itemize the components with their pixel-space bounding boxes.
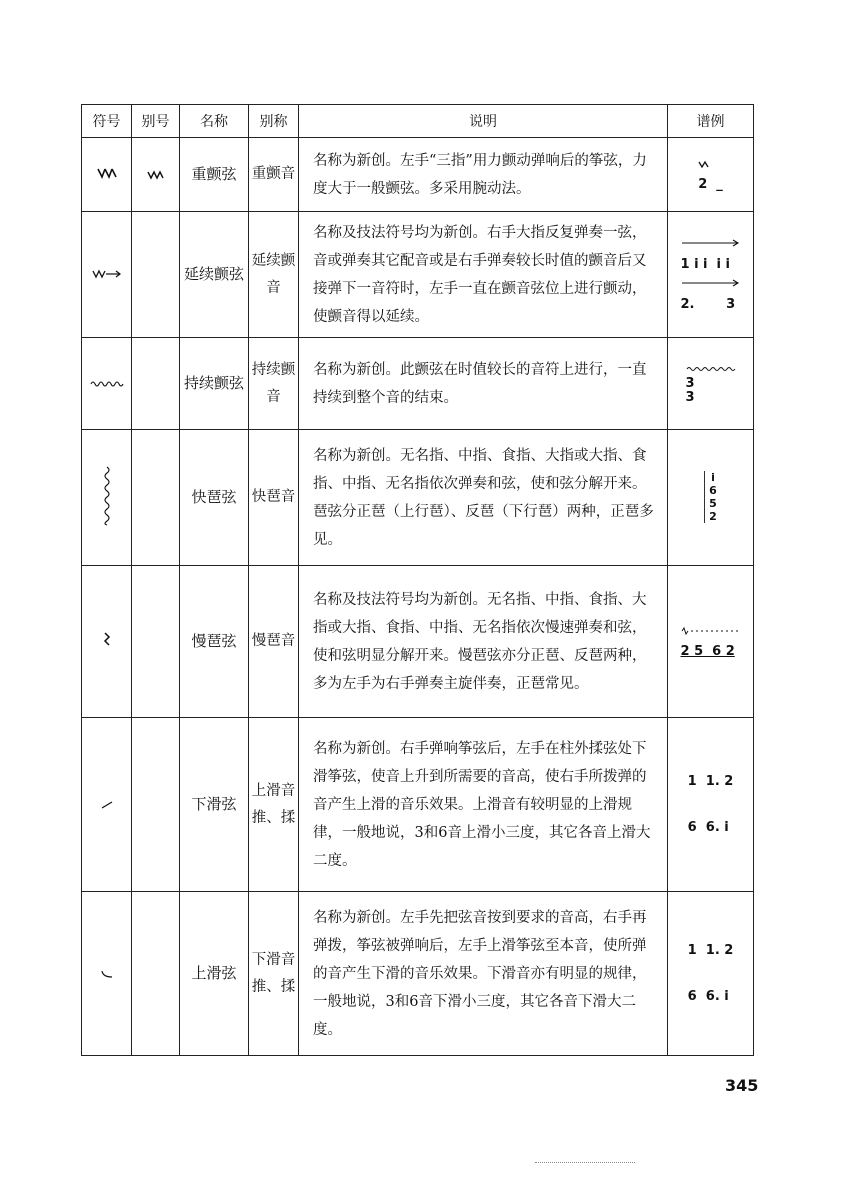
example-line: 3 (685, 375, 695, 391)
double-tremolo-icon (96, 166, 118, 180)
example-cell (668, 212, 754, 338)
table-row (82, 212, 754, 338)
name-alt-cell: 下滑音推、揉 (249, 892, 299, 1056)
header-name: 名称 (180, 105, 249, 138)
page-number: 345 (725, 1076, 759, 1095)
example-cell (668, 566, 754, 718)
symbol-alt-cell (132, 566, 180, 718)
example-line: 1 i i i i (680, 256, 730, 272)
header-example: 谱例 (668, 105, 754, 138)
description-cell: 名称为新创。左手“三指”用力颤动弹响后的筝弦，力度大于一般颤弦。多采用腕动法。 (299, 138, 668, 212)
symbol-alt-cell (132, 338, 180, 430)
table-row (82, 566, 754, 718)
example-line: 2 _ (698, 176, 723, 192)
table-row (82, 892, 754, 1056)
description-cell: 名称及技法符号均为新创。右手大指反复弹奏一弦，音或弹奏其它配音或是右手弹奏较长时值的颤音后又接弹下一音符时，左手一直在颤音弦位上进行颤动，使颤音得以延续。 (299, 212, 668, 338)
name-cell: 持续颤弦 (180, 338, 249, 430)
header-symbol: 符号 (82, 105, 132, 138)
name-cell: 下滑弦 (180, 718, 249, 892)
name-alt-cell: 上滑音推、揉 (249, 718, 299, 892)
table-row (82, 718, 754, 892)
description-cell: 名称为新创。左手先把弦音按到要求的音高，右手再弹拨，筝弦被弹响后，左手上滑筝弦至本音，使所弹的音产生下滑的音乐效果。下滑音亦有明显的规律，一般地说，3和6音下滑小三度，其它各音下滑大二度。 (299, 892, 668, 1056)
name-alt-cell: 快琶音 (249, 430, 299, 566)
header-description: 说明 (299, 105, 668, 138)
fast-arpeggio-icon (102, 466, 112, 526)
example-line: 6 6. i (687, 988, 729, 1004)
header-symbol-alt: 别号 (132, 105, 180, 138)
table-row (82, 430, 754, 566)
example-line: i (711, 471, 715, 484)
symbol-alt-cell (132, 718, 180, 892)
symbol-alt-cell (132, 212, 180, 338)
example-cell (668, 138, 754, 212)
table-header-row (82, 105, 754, 138)
scan-artifact (535, 1162, 635, 1165)
symbol-cell (82, 338, 132, 430)
symbol-cell (82, 892, 132, 1056)
table-row (82, 138, 754, 212)
header-name-alt: 别称 (249, 105, 299, 138)
symbol-cell (82, 566, 132, 718)
example-line: 2 5 6 2 (680, 643, 735, 659)
technique-table (81, 104, 754, 1056)
name-alt-cell: 重颤音 (249, 138, 299, 212)
tremolo-alt-icon (147, 170, 165, 180)
tremolo-mark-icon (698, 160, 712, 168)
name-cell: 上滑弦 (180, 892, 249, 1056)
example-line: 2. 3 (680, 296, 736, 312)
symbol-cell (82, 430, 132, 566)
symbol-alt-cell (132, 138, 180, 212)
name-alt-cell: 慢琶音 (249, 566, 299, 718)
name-cell: 延续颤弦 (180, 212, 249, 338)
example-line: 3 (685, 389, 695, 405)
wavy-line-icon (686, 365, 736, 373)
glide-down-icon (100, 800, 114, 810)
description-cell: 名称为新创。右手弹响筝弦后，左手在柱外揉弦处下滑筝弦，使音上升到所需要的音高，使右手所拨弹的音产生上滑的音乐效果。上滑音有较明显的上滑规律，一般地说，3和6音上滑小三度，其它各音上滑大二度。 (299, 718, 668, 892)
example-cell (668, 338, 754, 430)
example-cell (668, 430, 754, 566)
description-cell: 名称及技法符号均为新创。无名指、中指、食指、大指或大指、食指、中指、无名指依次慢速弹奏和弦，使和弦明显分解开来。慢琶弦亦分正琶、反琶两种，多为左手为右手弹奏主旋伴奏，正琶常见。 (299, 566, 668, 718)
arrow-line-icon (681, 278, 741, 288)
continuous-tremolo-icon (90, 379, 124, 389)
arpeggio-example (704, 471, 717, 523)
arrow-line-icon (681, 238, 741, 248)
name-cell: 重颤弦 (180, 138, 249, 212)
description-cell: 名称为新创。无名指、中指、食指、大指或大指、食指、中指、无名指依次弹奏和弦，使和弦分解开来。琶弦分正琶（上行琶）、反琶（下行琶）两种，正琶多见。 (299, 430, 668, 566)
name-alt-cell: 延续颤音 (249, 212, 299, 338)
symbol-alt-cell (132, 430, 180, 566)
name-alt-cell: 持续颤音 (249, 338, 299, 430)
slow-arpeggio-icon (102, 632, 112, 648)
description-cell: 名称为新创。此颤弦在时值较长的音符上进行，一直持续到整个音的结束。 (299, 338, 668, 430)
dotted-line-icon (681, 627, 741, 635)
example-line: 1 1. 2 (687, 773, 734, 789)
example-line: 5 (709, 497, 717, 510)
name-cell: 慢琶弦 (180, 566, 249, 718)
name-cell: 快琶弦 (180, 430, 249, 566)
sustained-tremolo-icon (92, 268, 122, 280)
table-row (82, 338, 754, 430)
symbol-cell (82, 212, 132, 338)
example-line: 6 (709, 484, 717, 497)
glide-up-icon (100, 969, 114, 979)
symbol-alt-cell (132, 892, 180, 1056)
example-line: 2 (709, 510, 717, 523)
example-line: 6 6. i (687, 819, 729, 835)
example-cell (668, 718, 754, 892)
example-cell (668, 892, 754, 1056)
example-line: 1 1. 2 (687, 942, 734, 958)
symbol-cell (82, 718, 132, 892)
symbol-cell (82, 138, 132, 212)
